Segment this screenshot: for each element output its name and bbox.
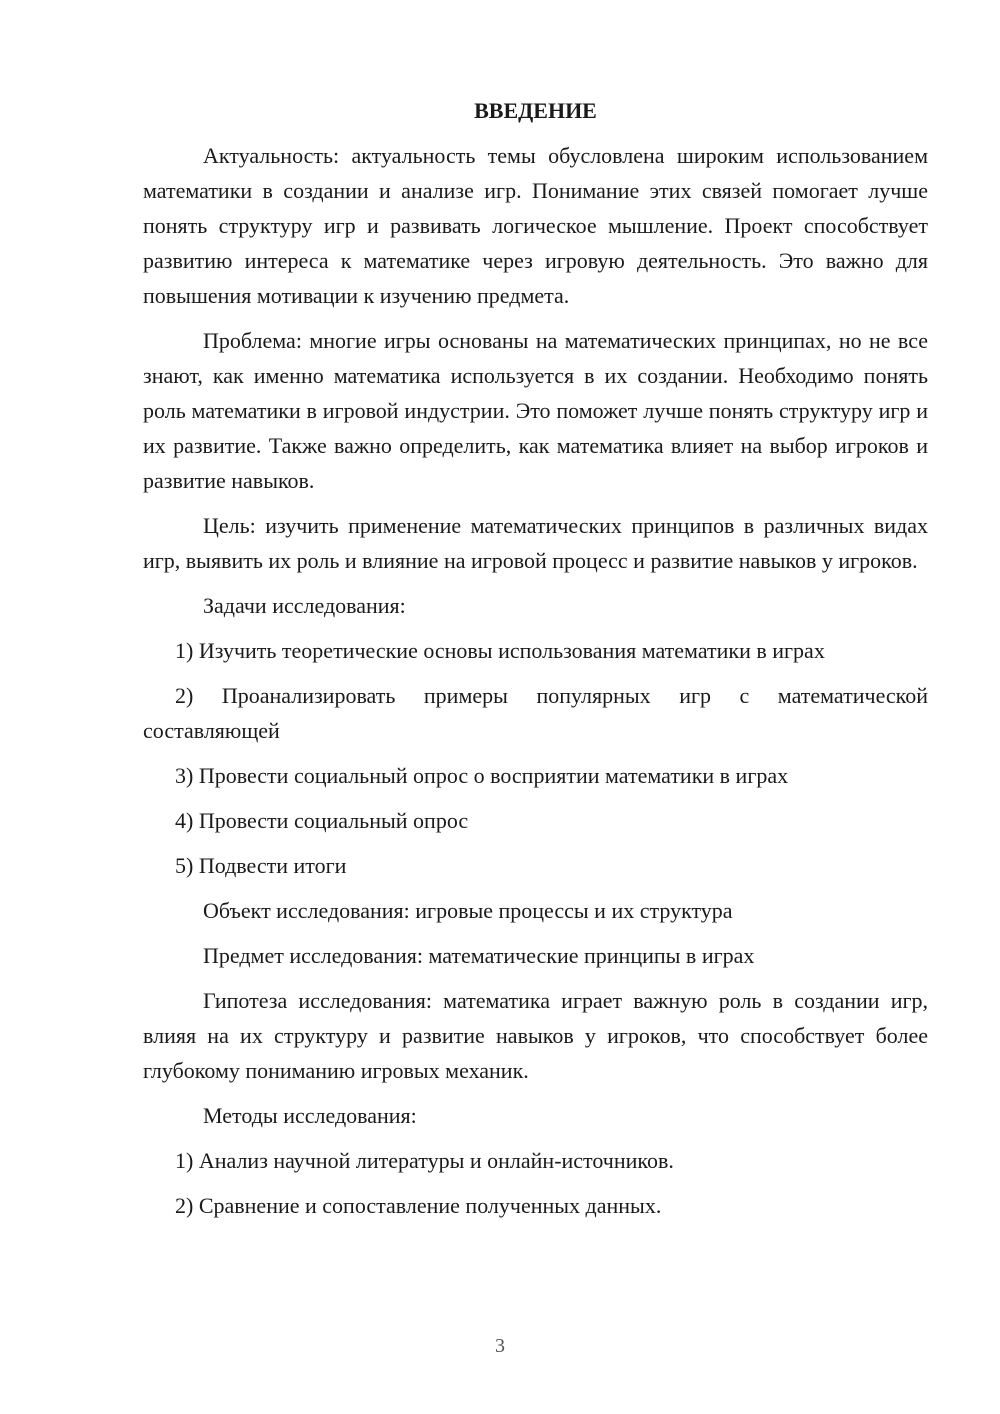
research-subject: Предмет исследования: математические принципы в играх — [203, 943, 755, 968]
task-item-4: 4) Провести социальный опрос — [175, 808, 469, 833]
section-title: ВВЕДЕНИЕ — [474, 98, 597, 123]
task-item-5: 5) Подвести итоги — [175, 853, 347, 878]
research-hypothesis: Гипотеза исследования: математика играет важную роль в создании игр, влияя на их структуру и развитие навыков у игроков, что способствует более глубокому пониманию игровых механик. — [143, 988, 928, 1083]
methods-heading: Методы исследования: — [203, 1103, 417, 1128]
method-item-2: 2) Сравнение и сопоставление полученных данных. — [175, 1193, 662, 1218]
paragraph-relevance: Актуальность: актуальность темы обусловлена широким использованием математики в создании и анализе игр. Понимание этих связей помогает лучше понять структуру игр и развивать логическое мышление. Проект способствует развитию интереса к математике через игровую деятельность. Это важно для повышения мотивации к изучению предмета. — [143, 143, 928, 308]
document-page — [143, 96, 928, 1233]
method-item-1: 1) Анализ научной литературы и онлайн-источников. — [175, 1148, 674, 1173]
paragraph-problem: Проблема: многие игры основаны на математических принципах, но не все знают, как именно математика используется в их создании. Необходимо понять роль математики в игровой индустрии. Это поможет лучше понять структуру игр и их развитие. Также важно определить, как математика влияет на выбор игроков и развитие навыков. — [143, 328, 928, 493]
tasks-heading: Задачи исследования: — [203, 593, 406, 618]
task-item-1: 1) Изучить теоретические основы использования математики в играх — [175, 638, 825, 663]
page-number: 3 — [495, 1335, 505, 1357]
task-item-2: 2) Проанализировать примеры популярных игр с математической составляющей — [143, 683, 928, 743]
research-object: Объект исследования: игровые процессы и их структура — [203, 898, 733, 923]
task-item-3: 3) Провести социальный опрос о восприятии математики в играх — [175, 763, 789, 788]
paragraph-goal: Цель: изучить применение математических принципов в различных видах игр, выявить их роль и влияние на игровой процесс и развитие навыков у игроков. — [143, 513, 928, 573]
